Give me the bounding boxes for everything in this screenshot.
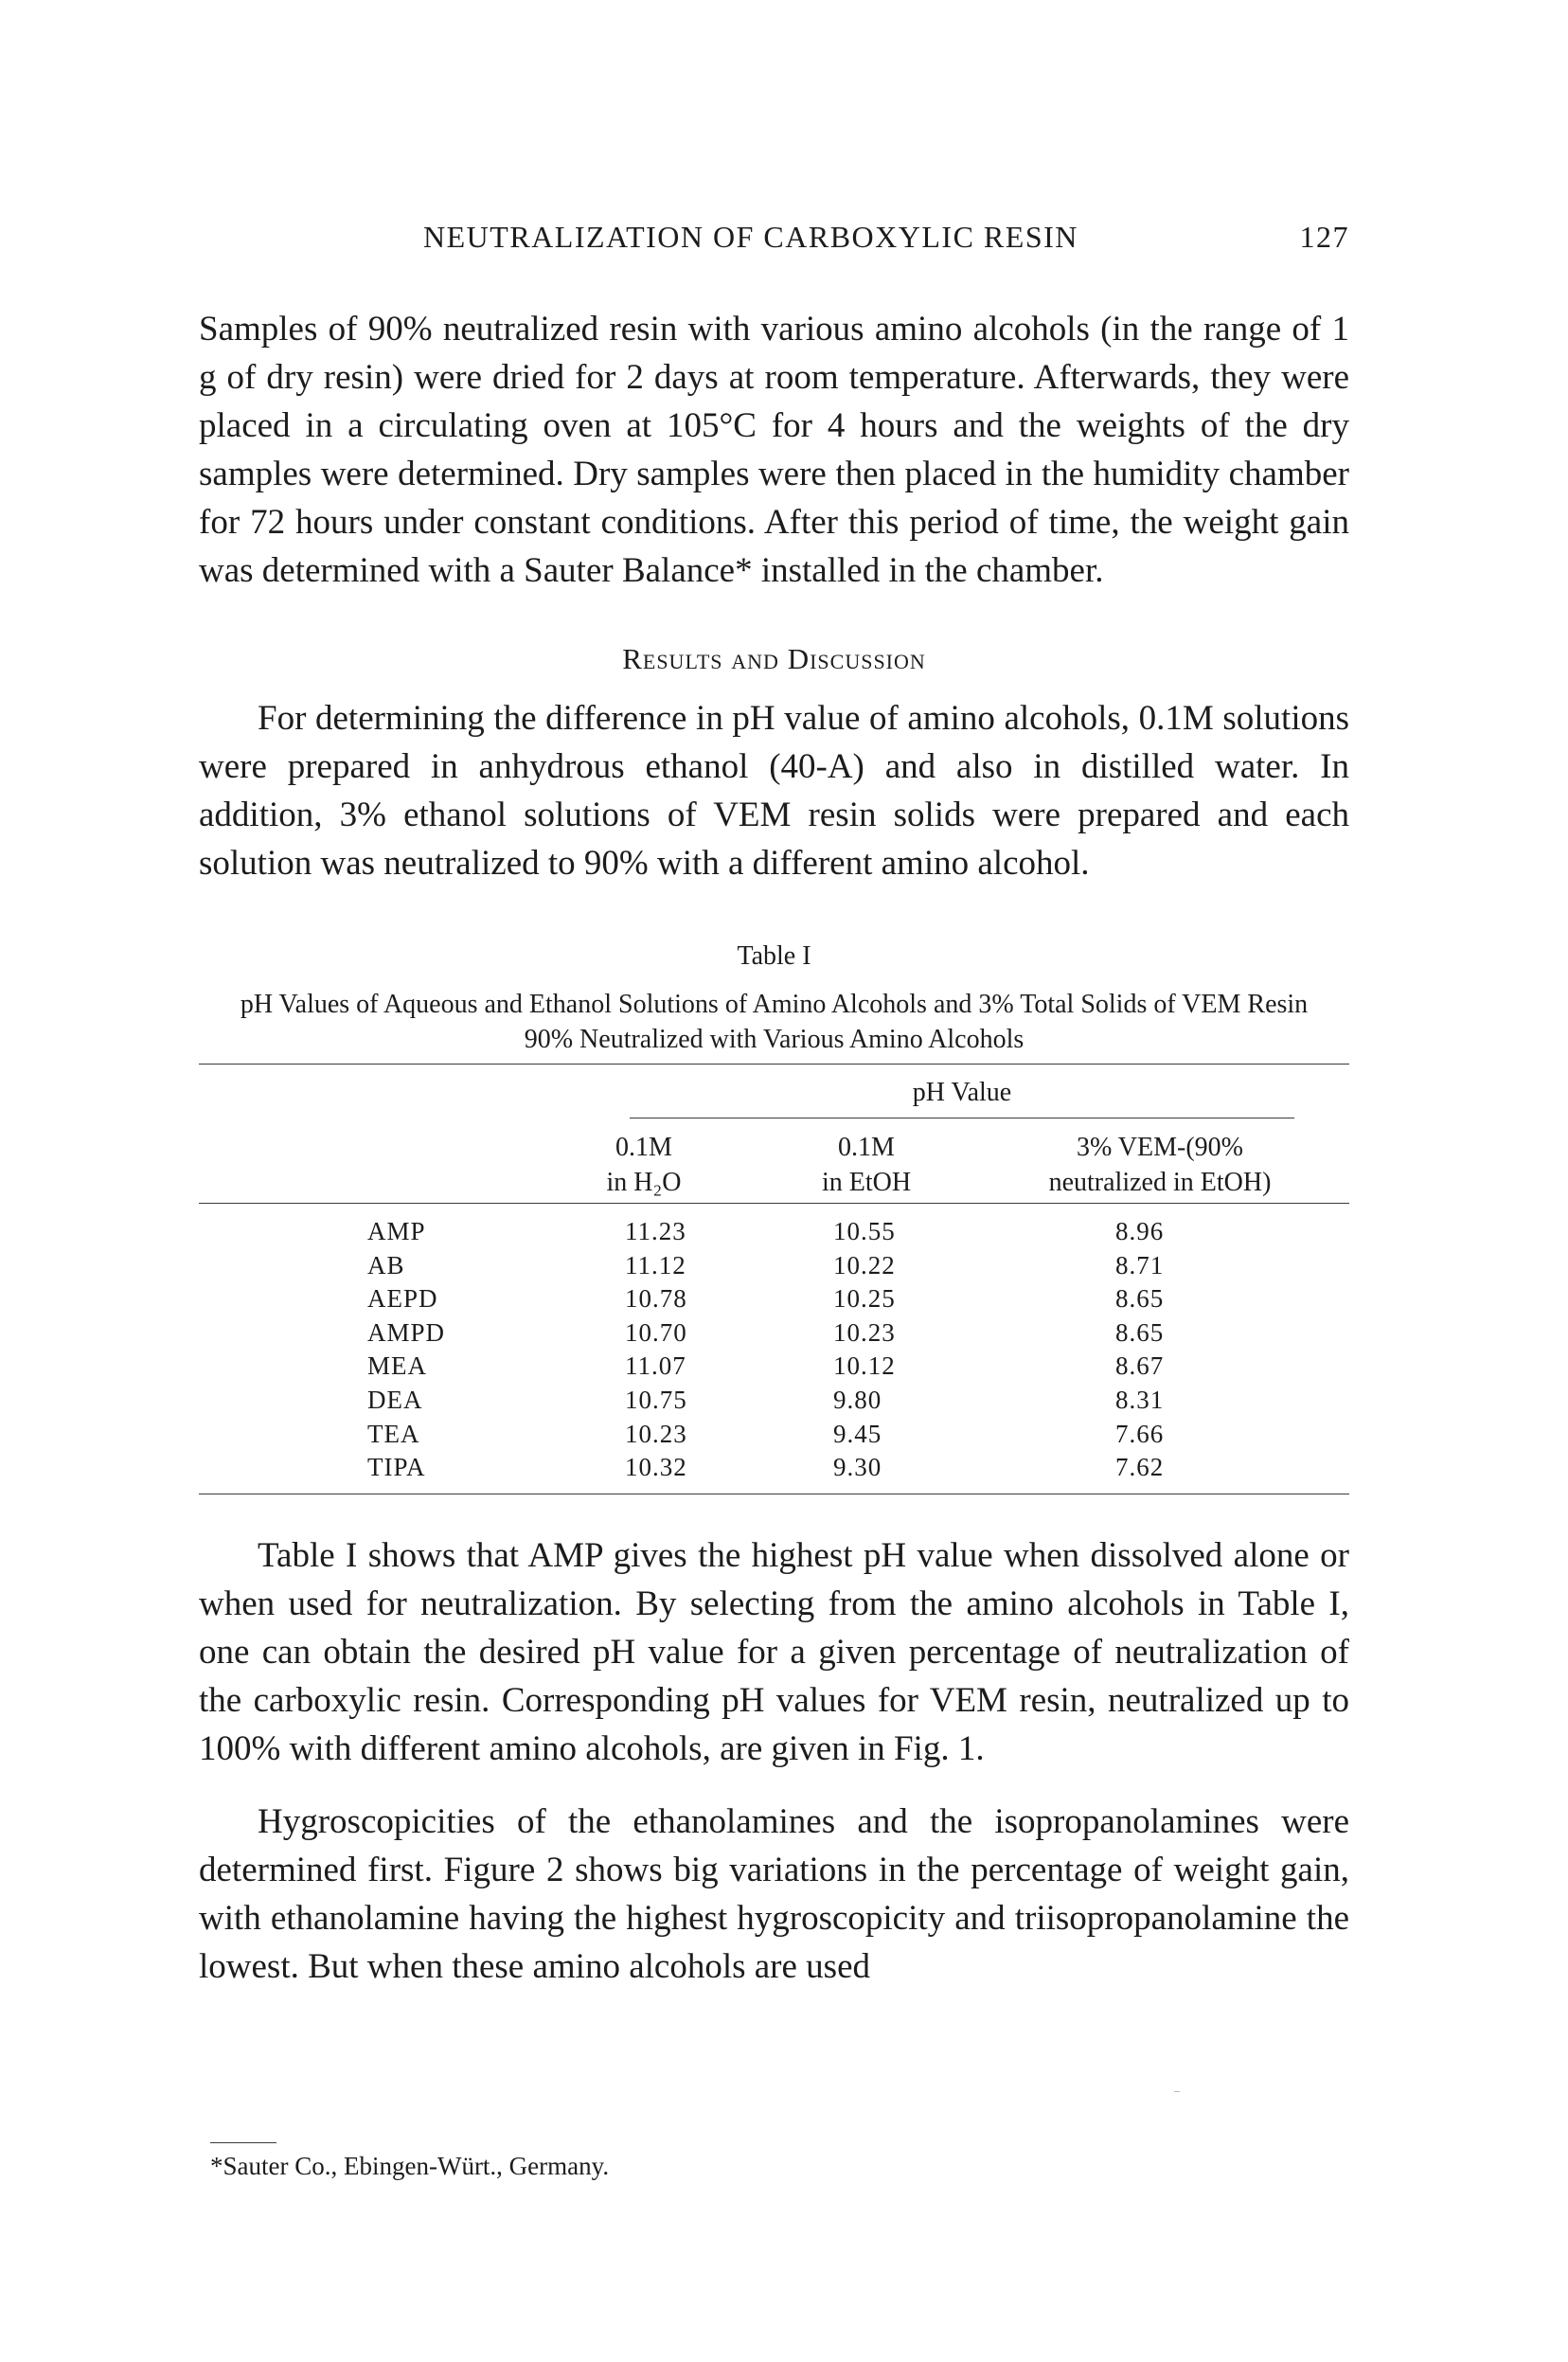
table-group-header: pH Value bbox=[912, 1078, 1012, 1107]
row-value-vem: 8.65 bbox=[1115, 1284, 1165, 1314]
row-value-h2o: 10.78 bbox=[625, 1284, 687, 1314]
table-header-rule bbox=[199, 1203, 1349, 1204]
table-col-header-h2o bbox=[568, 1130, 720, 1200]
row-value-vem: 8.67 bbox=[1115, 1351, 1165, 1381]
row-name: DEA bbox=[367, 1385, 423, 1414]
col-header-line: 0.1M bbox=[838, 1133, 895, 1162]
row-name: AEPD bbox=[367, 1284, 438, 1314]
row-name: TEA bbox=[367, 1419, 420, 1448]
row-value-etoh: 9.45 bbox=[833, 1419, 882, 1448]
row-name: AB bbox=[367, 1250, 405, 1279]
running-title: NEUTRALIZATION OF CARBOXYLIC RESIN bbox=[423, 220, 1078, 254]
row-name: AMP bbox=[367, 1217, 426, 1245]
table-row bbox=[0, 1217, 1568, 1251]
table-row bbox=[0, 1420, 1568, 1454]
row-value-etoh: 10.25 bbox=[833, 1284, 896, 1314]
paragraph-hygroscopicity: Hygroscopicities of the ethanolamines and the isopropanolamines were determined first. Figure 2 shows big variations in the percentage of weight gain, with ethanolamine having the highest hygroscopicity and triisopropanolamine the lowest. But when these amino alcohols are used bbox=[199, 1802, 1349, 1986]
paragraph-methods: Samples of 90% neutralized resin with various amino alcohols (in the range of 1 g of dry resin) were dried for 2 days at room temperature. Afterwards, they were placed in a circulating oven at 105°C for 4 hours and the weights of the dry samples were determined. Dry samples were then placed in the humidity chamber for 72 hours under constant conditions. After this period of time, the weight gain was determined with a Sauter Balance* installed in the chamber. bbox=[199, 310, 1349, 590]
table-row bbox=[0, 1453, 1568, 1487]
row-value-h2o: 11.07 bbox=[625, 1351, 686, 1381]
row-value-h2o: 10.23 bbox=[625, 1419, 687, 1448]
row-value-etoh: 9.80 bbox=[833, 1385, 882, 1414]
row-value-vem: 7.62 bbox=[1115, 1453, 1165, 1482]
row-value-etoh: 10.55 bbox=[833, 1217, 896, 1245]
page-number: 127 bbox=[1299, 220, 1349, 254]
table-col-header-etoh bbox=[776, 1130, 956, 1200]
footnote: *Sauter Co., Ebingen-Würt., Germany. bbox=[210, 2152, 610, 2180]
row-value-vem: 8.31 bbox=[1115, 1385, 1165, 1414]
row-value-vem: 8.71 bbox=[1115, 1250, 1165, 1279]
table-caption: pH Values of Aqueous and Ethanol Solutions of Amino Alcohols and 3% Total Solids of VEM Resin 90% Neutralized with Various Amino Alcohols bbox=[240, 990, 1309, 1054]
row-value-vem: 8.65 bbox=[1115, 1317, 1165, 1347]
table-row bbox=[0, 1318, 1568, 1352]
table-top-rule bbox=[199, 1064, 1349, 1065]
row-name: AMPD bbox=[367, 1317, 446, 1347]
paragraph-table-discussion: Table I shows that AMP gives the highest pH value when dissolved alone or when used for neutralization. By selecting from the amino alcohols in Table I, one can obtain the desired pH value for a given percentage of neutralization of the carboxylic resin. Corresponding pH values for VEM resin, neutralized up to 100% with different amino alcohols, are given in Fig. 1. bbox=[199, 1536, 1349, 1768]
row-value-vem: 7.66 bbox=[1115, 1419, 1165, 1448]
row-value-vem: 8.96 bbox=[1115, 1217, 1165, 1245]
table-row bbox=[0, 1351, 1568, 1386]
table-label: Table I bbox=[737, 941, 811, 971]
table-row bbox=[0, 1251, 1568, 1285]
footnote-rule bbox=[210, 2142, 276, 2143]
row-value-etoh: 9.30 bbox=[833, 1453, 882, 1482]
row-value-etoh: 10.22 bbox=[833, 1250, 896, 1279]
table-row bbox=[0, 1284, 1568, 1318]
table-body bbox=[0, 1217, 1568, 1487]
row-value-h2o: 11.12 bbox=[625, 1250, 686, 1279]
row-value-etoh: 10.12 bbox=[833, 1351, 896, 1381]
col-header-line: in EtOH bbox=[821, 1168, 912, 1197]
col-header-line: 0.1M bbox=[615, 1133, 672, 1162]
row-value-etoh: 10.23 bbox=[833, 1317, 896, 1347]
col-header-line: neutralized in EtOH) bbox=[1048, 1168, 1272, 1197]
row-value-h2o: 10.75 bbox=[625, 1385, 687, 1414]
section-heading: Results and Discussion bbox=[622, 642, 926, 675]
page-speck bbox=[1174, 2091, 1180, 2092]
table-row bbox=[0, 1386, 1568, 1420]
paragraph-results: For determining the difference in pH value of amino alcohols, 0.1M solutions were prepared in anhydrous ethanol (40-A) and also in distilled water. In addition, 3% ethanol solutions of VEM resin solids were prepared and each solution was neutralized to 90% with a different amino alcohol. bbox=[199, 699, 1349, 883]
row-value-h2o: 10.70 bbox=[625, 1317, 687, 1347]
row-name: MEA bbox=[367, 1351, 427, 1381]
row-value-h2o: 10.32 bbox=[625, 1453, 687, 1482]
col-header-line: 3% VEM-(90% bbox=[1076, 1133, 1243, 1162]
col-header-line: in H₂O bbox=[606, 1168, 682, 1197]
table-col-header-vem bbox=[989, 1130, 1330, 1200]
row-value-h2o: 11.23 bbox=[625, 1217, 686, 1245]
row-name: TIPA bbox=[367, 1453, 426, 1482]
